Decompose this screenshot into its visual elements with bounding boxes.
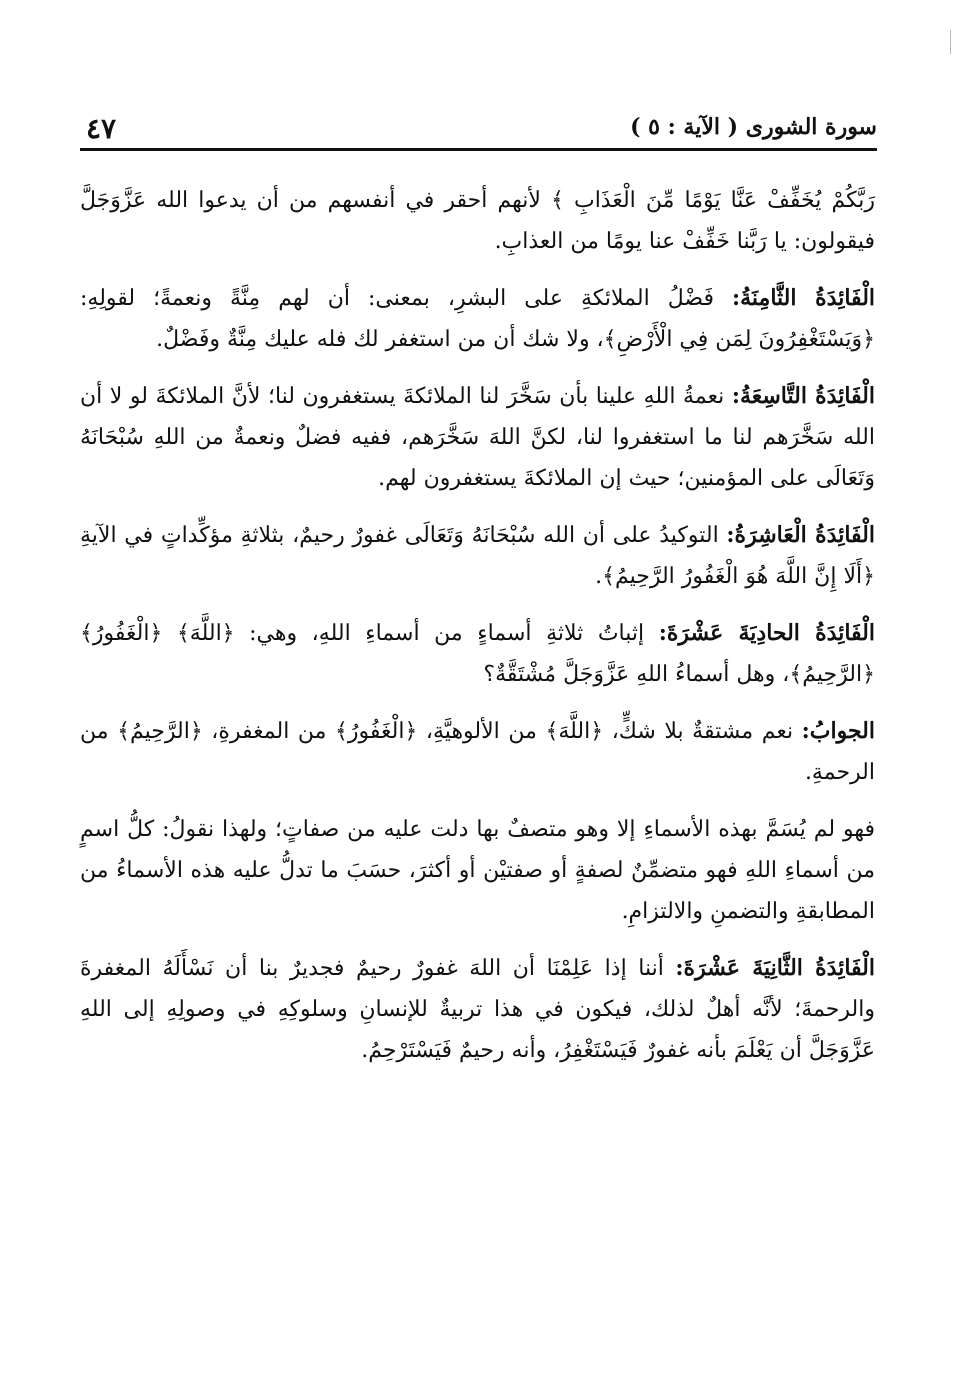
paragraph-explanation — [80, 809, 875, 932]
benefit-heading: الْفَائِدَةُ الْعَاشِرَةُ: — [726, 522, 875, 548]
paragraph-text: نعمةُ اللهِ علينا بأن سَخَّرَ لنا الملائكةَ يستغفرون لنا؛ لأنَّ الملائكةَ لو لا أن الله سَخَّرَهم لنا ما استغفروا لنا، لكنَّ اللهَ سَخَّرَهم، ففيه فضلٌ ونعمةٌ من اللهِ سُبْحَانَهُ وَتَعَالَى على المؤمنين؛ حيث إن الملائكةَ يستغفرون لهم. — [80, 384, 875, 491]
paragraph-benefit-12 — [80, 948, 875, 1071]
paragraph-1 — [80, 180, 875, 262]
paragraph-benefit-8 — [80, 278, 875, 360]
paragraph-text: رَبَّكُمْ يُخَفِّفْ عَنَّا يَوْمًا مِّنَ الْعَذَابِ ﴾ لأنهم أحقر في أنفسهم من أن يدعوا الله عَزَّوَجَلَّ فيقولون: يا رَبَّنا خَفِّفْ عنا يومًا من العذابِ. — [80, 188, 875, 254]
paragraph-text: أننا إذا عَلِمْنَا أن اللهَ غفورٌ رحيمٌ فجديرٌ بنا أن نَسْأَلَهُ المغفرةَ والرحمةَ؛ لأنَّه أهلٌ لذلك، فيكون في هذا تربيةٌ للإنسانِ وسلوكِهِ في وصولِهِ إلى اللهِ عَزَّوَجَلَّ أن يَعْلَمَ بأنه غفورٌ فَيَسْتَغْفِرُ، وأنه رحيمٌ فَيَسْتَرْحِمُ. — [80, 956, 875, 1063]
paragraph-benefit-11 — [80, 613, 875, 695]
page-body — [80, 180, 875, 1087]
benefit-heading: الْفَائِدَةُ الثَّانِيَةَ عَشْرَةَ: — [675, 955, 876, 981]
benefit-heading: الْفَائِدَةُ التَّاسِعَةُ: — [731, 383, 876, 409]
paragraph-text: إثباتُ ثلاثةِ أسماءٍ من أسماءِ اللهِ، وهي: ﴿اللَّهَ﴾ ﴿الْغَفُورُ﴾ ﴿الرَّحِيمُ﴾، وهل أسماءُ اللهِ عَزَّوَجَلَّ مُشْتَقَّةٌ؟ — [80, 621, 875, 687]
paragraph-answer — [80, 711, 875, 793]
paragraph-benefit-10 — [80, 515, 875, 597]
paragraph-benefit-9 — [80, 376, 875, 499]
margin-mark — [950, 30, 951, 54]
paragraph-text: فهو لم يُسَمَّ بهذه الأسماءِ إلا وهو متصفٌ بها دلت عليه من صفاتٍ؛ ولهذا نقولُ: كلُّ اسمٍ من أسماءِ اللهِ فهو متضمِّنٌ لصفةٍ أو صفتيْن أو أكثرَ، حسَبَ ما تدلُّ عليه هذه الأسماءُ من المطابقةِ والتضمنِ والالتزامِ. — [80, 817, 875, 924]
surah-title: سورة الشورى ( الآية : ٥ ) — [630, 114, 877, 140]
page-number: ٤٧ — [86, 112, 117, 145]
answer-heading: الجوابُ: — [801, 718, 875, 744]
header-divider — [80, 148, 877, 151]
benefit-heading: الْفَائِدَةُ الحادِيَةَ عَشْرَةَ: — [658, 620, 875, 646]
paragraph-text: فَضْلُ الملائكةِ على البشرِ، بمعنى: أن لهم مِنَّةً ونعمةً؛ لقولِهِ: ﴿وَيَسْتَغْفِرُونَ لِمَن فِي الْأَرْضِ﴾، ولا شك أن من استغفر لك فله عليك مِنَّةٌ وفَضْلٌ. — [80, 286, 875, 352]
paragraph-text: نعم مشتقةٌ بلا شكٍّ، ﴿اللَّهَ﴾ من الألوهيَّةِ، ﴿الْغَفُورُ﴾ من المغفرةِ، ﴿الرَّحِيمُ﴾ من الرحمةِ. — [80, 719, 875, 785]
paragraph-text: التوكيدُ على أن الله سُبْحَانَهُ وَتَعَالَى غفورٌ رحيمٌ، بثلاثةِ مؤكِّداتٍ في الآيةِ ﴿أَلَا إِنَّ اللَّهَ هُوَ الْغَفُورُ الرَّحِيمُ﴾. — [80, 523, 875, 589]
page-header — [80, 108, 877, 148]
benefit-heading: الْفَائِدَةُ الثَّامِنَةُ: — [731, 285, 876, 311]
